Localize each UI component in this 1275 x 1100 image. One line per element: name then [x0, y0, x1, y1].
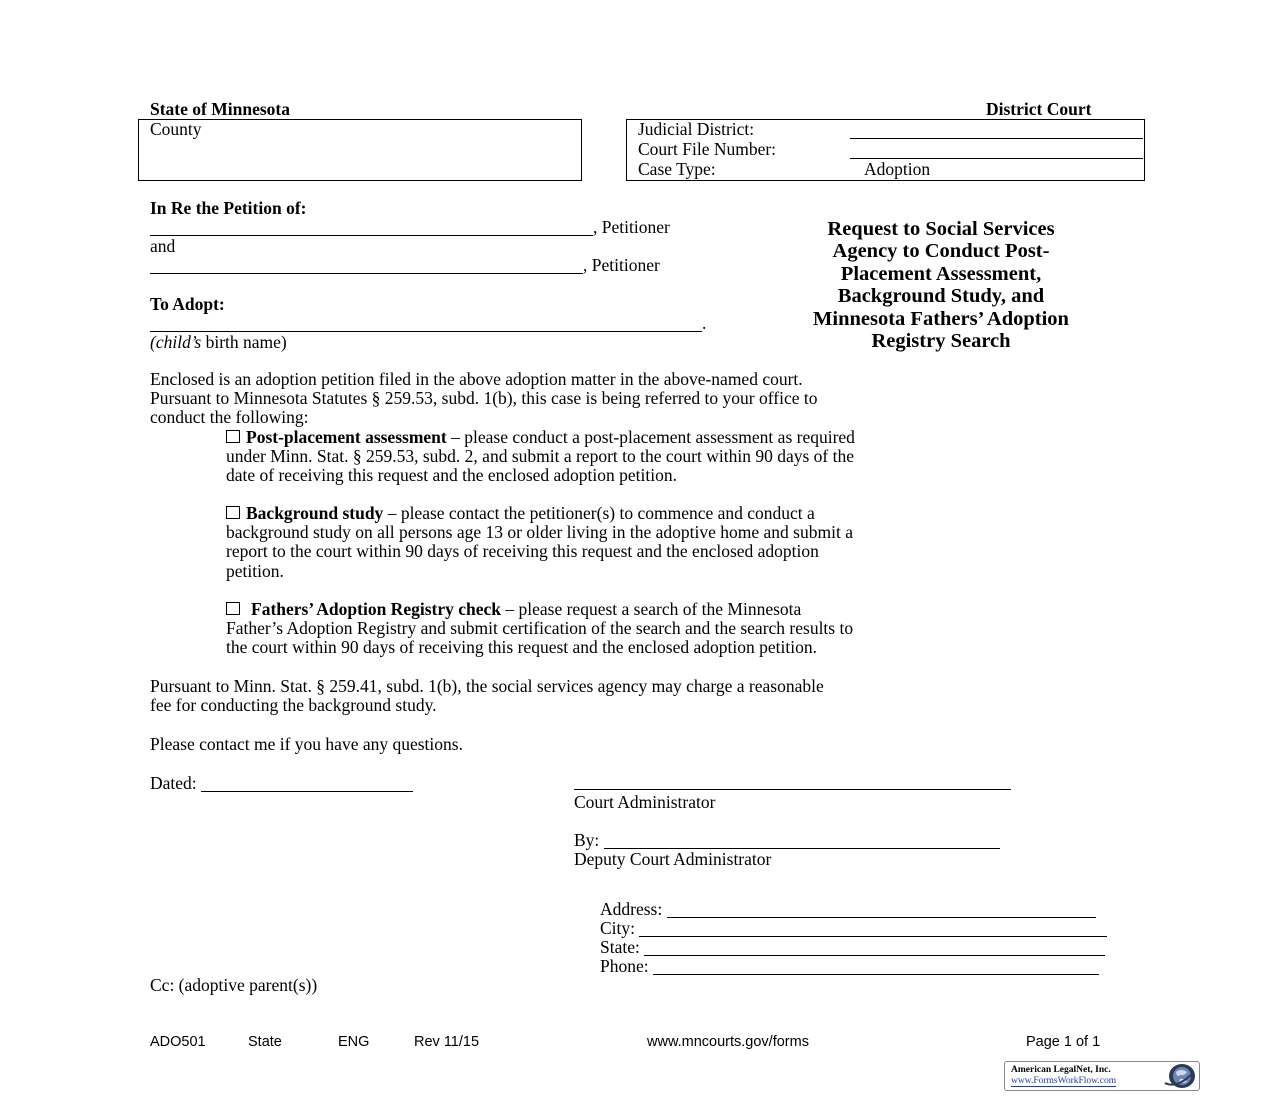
title-line: Registry Search: [871, 330, 1011, 353]
state-row: [600, 937, 1105, 958]
post-placement-checkbox[interactable]: [226, 430, 240, 443]
child-label-rest: birth name): [201, 332, 287, 352]
intro-paragraph: [150, 370, 1140, 428]
child-label-italic: (child’s: [150, 332, 202, 352]
child-name-line: [150, 313, 706, 334]
title-line: Placement Assessment,: [840, 262, 1042, 285]
city-field[interactable]: [639, 921, 1107, 937]
phone-field[interactable]: [653, 959, 1099, 975]
title-line: Request to Social Services: [827, 218, 1055, 240]
fee-line: fee for conducting the background study.: [150, 695, 437, 716]
item-text: under Minn. Stat. § 259.53, subd. 2, and submit a report to the court within 90 days of the: [226, 446, 854, 467]
vendor-site[interactable]: www.FormsWorkFlow.com: [1011, 1076, 1117, 1086]
petitioner-line-2: [150, 255, 660, 276]
case-type-value: Adoption: [864, 159, 931, 179]
intro-line: conduct the following:: [150, 407, 309, 428]
petitioner-1-field[interactable]: [150, 218, 593, 236]
deputy-label: Deputy Court Administrator: [574, 849, 772, 869]
title-line: Agency to Conduct Post-: [832, 240, 1050, 263]
vendor-company: American LegalNet, Inc.: [1011, 1065, 1111, 1075]
intro-line: Pursuant to Minnesota Statutes § 259.53, subd. 1(b), this case is being referred to your office to: [150, 388, 818, 409]
in-re-label: In Re the Petition of:: [150, 198, 307, 218]
item-text: the court within 90 days of receiving this request and the enclosed adoption petition.: [226, 637, 817, 658]
title-line: Minnesota Fathers’ Adoption: [813, 307, 1069, 330]
county-box: [138, 119, 582, 181]
dated-label: Dated:: [150, 773, 197, 793]
item-text: – please conduct a post-placement assessment as required: [446, 427, 855, 447]
document-title: [752, 218, 1130, 352]
vendor-badge[interactable]: [1004, 1061, 1200, 1091]
child-name-caption: [150, 332, 287, 353]
and-label: and: [150, 236, 176, 256]
intro-line: Enclosed is an adoption petition filed in the above adoption matter in the above-named court.: [150, 369, 803, 389]
state-field[interactable]: [644, 940, 1105, 956]
registry-check-title: Fathers’ Adoption Registry check: [251, 599, 501, 619]
court-heading: District Court: [986, 99, 1092, 119]
footer-form-id: ADO501: [150, 1034, 206, 1050]
cc-line: Cc: (adoptive parent(s)): [150, 975, 318, 995]
footer-page: Page 1 of 1: [1026, 1034, 1101, 1050]
state-label: State:: [600, 937, 640, 957]
phone-row: [600, 956, 1099, 977]
item-text: background study on all persons age 13 or older living in the adoptive home and submit a: [226, 522, 853, 543]
item-text: – please contact the petitioner(s) to commence and conduct a: [383, 503, 815, 523]
dated-field[interactable]: [201, 776, 413, 792]
to-adopt-label: To Adopt:: [150, 294, 225, 314]
by-label: By:: [574, 830, 600, 850]
address-label: Address:: [600, 899, 663, 919]
case-type-label: Case Type:: [638, 159, 716, 179]
item-text: – please request a search of the Minnesota: [501, 599, 802, 619]
post-placement-title: Post-placement assessment: [246, 427, 447, 447]
by-signature-field[interactable]: [604, 833, 1000, 849]
admin-signature-line[interactable]: [574, 789, 1011, 790]
court-admin-label: Court Administrator: [574, 792, 716, 812]
registry-check-checkbox[interactable]: [226, 602, 240, 615]
county-label: County: [150, 119, 202, 139]
petitioner-2-field[interactable]: [150, 256, 583, 274]
petitioner-1-suffix: , Petitioner: [593, 217, 670, 237]
item-text: report to the court within 90 days of receiving this request and the enclosed adoption: [226, 541, 819, 562]
title-line: Background Study, and: [837, 285, 1045, 308]
phone-label: Phone:: [600, 956, 649, 976]
fee-paragraph: [150, 677, 1140, 715]
state-heading: State of Minnesota: [150, 99, 290, 119]
contact-line: Please contact me if you have any questions.: [150, 734, 463, 754]
child-name-field[interactable]: [150, 314, 702, 332]
item-text: date of receiving this request and the enclosed adoption petition.: [226, 465, 677, 486]
city-row: [600, 918, 1107, 939]
item-text: petition.: [226, 560, 284, 581]
court-file-number-label: Court File Number:: [638, 139, 777, 159]
footer-url[interactable]: www.mncourts.gov/forms: [647, 1034, 809, 1050]
petitioner-line-1: [150, 217, 670, 238]
item-background-study: [226, 504, 1140, 581]
fee-line: Pursuant to Minn. Stat. § 259.41, subd. 1(b), the social services agency may charge a reasonable: [150, 676, 824, 696]
address-row: [600, 899, 1096, 920]
by-row: [574, 830, 1000, 851]
judicial-district-field[interactable]: [850, 138, 1143, 139]
item-registry-check: [226, 600, 1140, 658]
footer-jurisdiction: State: [248, 1034, 282, 1050]
child-name-period: .: [702, 313, 707, 333]
dated-row: [150, 773, 413, 794]
city-label: City:: [600, 918, 636, 938]
item-text: Father’s Adoption Registry and submit certification of the search and the search results to: [226, 618, 854, 639]
petitioner-2-suffix: , Petitioner: [583, 255, 660, 275]
background-study-title: Background study: [246, 503, 384, 523]
footer-revision: Rev 11/15: [414, 1034, 480, 1050]
address-field[interactable]: [667, 902, 1096, 918]
globe-icon: [1163, 1063, 1197, 1094]
footer-language: ENG: [338, 1034, 370, 1050]
background-study-checkbox[interactable]: [226, 506, 240, 519]
item-post-placement: [226, 428, 1140, 486]
judicial-district-label: Judicial District:: [638, 119, 755, 139]
